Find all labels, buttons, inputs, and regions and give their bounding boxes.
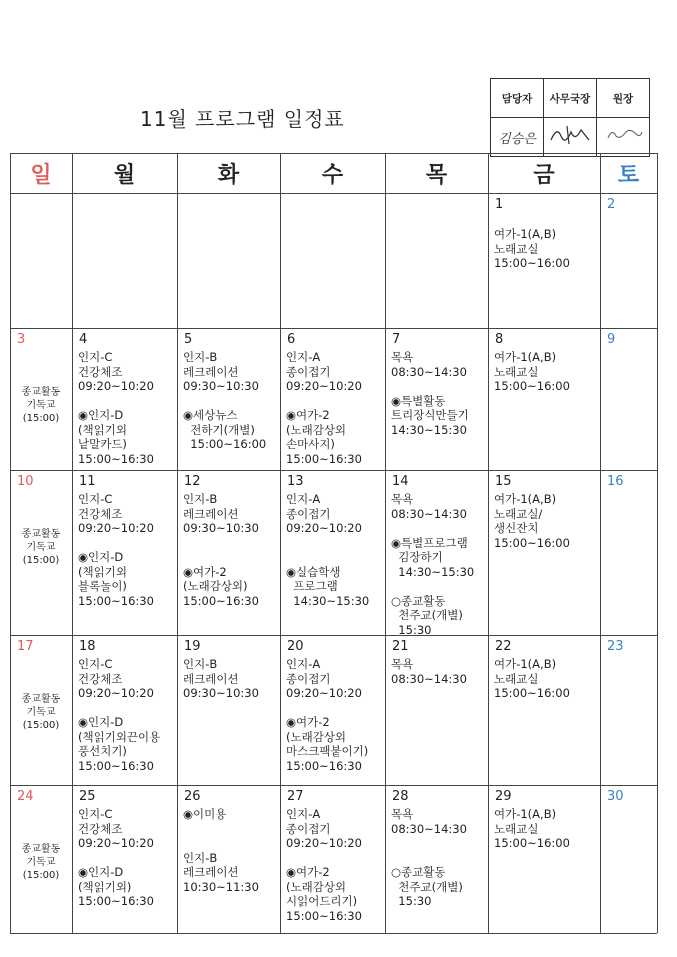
date-number: 29	[495, 789, 512, 804]
date-number: 3	[17, 332, 26, 347]
date-number: 28	[392, 789, 409, 804]
approval-signature: 김승은	[491, 118, 544, 157]
approval-signature	[544, 118, 597, 157]
weekday-header: 월	[113, 162, 136, 188]
schedule-entry: 여가-1(A,B) 노래교실 15:00~16:00	[494, 227, 570, 270]
date-number: 30	[607, 789, 624, 804]
date-number: 11	[79, 474, 96, 489]
grid-line	[385, 153, 386, 933]
date-number: 21	[392, 639, 409, 654]
date-number: 12	[184, 474, 201, 489]
date-number: 24	[17, 789, 34, 804]
weekday-header: 목	[425, 162, 448, 188]
grid-line	[10, 635, 657, 636]
grid-line	[488, 153, 489, 933]
date-number: 6	[287, 332, 296, 347]
sunday-activity: 종교활동 기독교 (15:00)	[21, 387, 61, 424]
date-number: 8	[495, 332, 504, 347]
schedule-entry: 목욕 08:30~14:30 ○종교활동 천주교(개별) 15:30	[391, 807, 467, 908]
weekday-header: 토	[617, 162, 640, 188]
sunday-activity: 종교활동 기독교 (15:00)	[21, 694, 61, 731]
date-number: 15	[495, 474, 512, 489]
grid-line	[280, 153, 281, 933]
grid-line	[72, 153, 73, 933]
approval-table	[490, 78, 650, 157]
date-number: 14	[392, 474, 409, 489]
schedule-entry: 여가-1(A,B) 노래교실 15:00~16:00	[494, 657, 570, 700]
date-number: 5	[184, 332, 193, 347]
date-number: 16	[607, 474, 624, 489]
schedule-entry: 인지-C 건강체조 09:20~10:20 ◉인지-D (책읽기외 낱말카드) 15:00~16:30	[78, 350, 154, 466]
weekday-header: 일	[30, 162, 52, 188]
schedule-entry: 인지-B 레크레이션 09:30~10:30 ◉세상뉴스 전하기(개별) 15:00~16:00	[183, 350, 267, 451]
date-number: 23	[607, 639, 624, 654]
date-number: 13	[287, 474, 304, 489]
date-number: 27	[287, 789, 304, 804]
approval-header: 사무국장	[544, 79, 597, 118]
grid-line	[10, 470, 657, 471]
schedule-entry: 여가-1(A,B) 노래교실 15:00~16:00	[494, 350, 570, 393]
schedule-entry: 목욕 08:30~14:30	[391, 657, 467, 686]
sunday-activity: 종교활동 기독교 (15:00)	[21, 529, 61, 566]
approval-signature	[597, 118, 650, 157]
date-number: 10	[17, 474, 34, 489]
schedule-entry: ◉이미용 인지-B 레크레이션 10:30~11:30	[183, 807, 259, 894]
schedule-entry: 인지-A 종이접기 09:20~10:20 ◉여가-2 (노래감상외 마스크팩붙이기) 15:00~16:30	[286, 657, 369, 773]
date-number: 2	[607, 197, 616, 212]
grid-line	[10, 328, 657, 329]
schedule-entry: 인지-A 종이접기 09:20~10:20 ◉여가-2 (노래감상외 손마사지) 15:00~16:30	[286, 350, 362, 466]
schedule-entry: 여가-1(A,B) 노래교실/ 생신잔치 15:00~16:00	[494, 492, 570, 550]
page-title: 11월 프로그램 일정표	[140, 107, 345, 131]
date-number: 1	[495, 197, 504, 212]
schedule-entry: 인지-C 건강체조 09:20~10:20 ◉인지-D (책읽기외끈이용 풍선치기) 15:00~16:30	[78, 657, 161, 773]
date-number: 20	[287, 639, 304, 654]
approval-header: 원장	[597, 79, 650, 118]
date-number: 26	[184, 789, 201, 804]
schedule-entry: 인지-C 건강체조 09:20~10:20 ◉인지-D (책읽기외) 15:00~16:30	[78, 807, 154, 908]
schedule-entry: 목욕 08:30~14:30 ◉특별프로그램 김장하기 14:30~15:30 ○종교활동 천주교(개별) 15:30	[391, 492, 475, 637]
schedule-entry: 인지-C 건강체조 09:20~10:20 ◉인지-D (책읽기외 블록놀이) 15:00~16:30	[78, 492, 154, 608]
date-number: 19	[184, 639, 201, 654]
sunday-activity: 종교활동 기독교 (15:00)	[21, 844, 61, 881]
schedule-entry: 여가-1(A,B) 노래교실 15:00~16:00	[494, 807, 570, 850]
date-number: 9	[607, 332, 616, 347]
date-number: 25	[79, 789, 96, 804]
date-number: 17	[17, 639, 34, 654]
schedule-entry: 목욕 08:30~14:30 ◉특별활동 트리장식만들기 14:30~15:30	[391, 350, 469, 437]
schedule-entry: 인지-B 레크레이션 09:30~10:30	[183, 657, 259, 700]
date-number: 4	[79, 332, 88, 347]
weekday-header: 금	[533, 162, 555, 188]
approval-header: 담당자	[491, 79, 544, 118]
date-number: 22	[495, 639, 512, 654]
grid-line	[600, 153, 601, 933]
grid-line	[10, 933, 657, 934]
schedule-entry: 인지-A 종이접기 09:20~10:20 ◉실습학생 프로그램 14:30~15:30	[286, 492, 370, 608]
date-number: 18	[79, 639, 96, 654]
schedule-entry: 인지-B 레크레이션 09:30~10:30 ◉여가-2 (노래감상외) 15:00~16:30	[183, 492, 259, 608]
date-number: 7	[392, 332, 401, 347]
grid-line	[657, 153, 658, 933]
weekday-header: 수	[321, 162, 344, 188]
weekday-header: 화	[217, 162, 240, 188]
grid-line	[10, 193, 657, 194]
schedule-entry: 인지-A 종이접기 09:20~10:20 ◉여가-2 (노래감상외 시읽어드리기) 15:00~16:30	[286, 807, 362, 923]
grid-line	[177, 153, 178, 933]
grid-line	[10, 785, 657, 786]
